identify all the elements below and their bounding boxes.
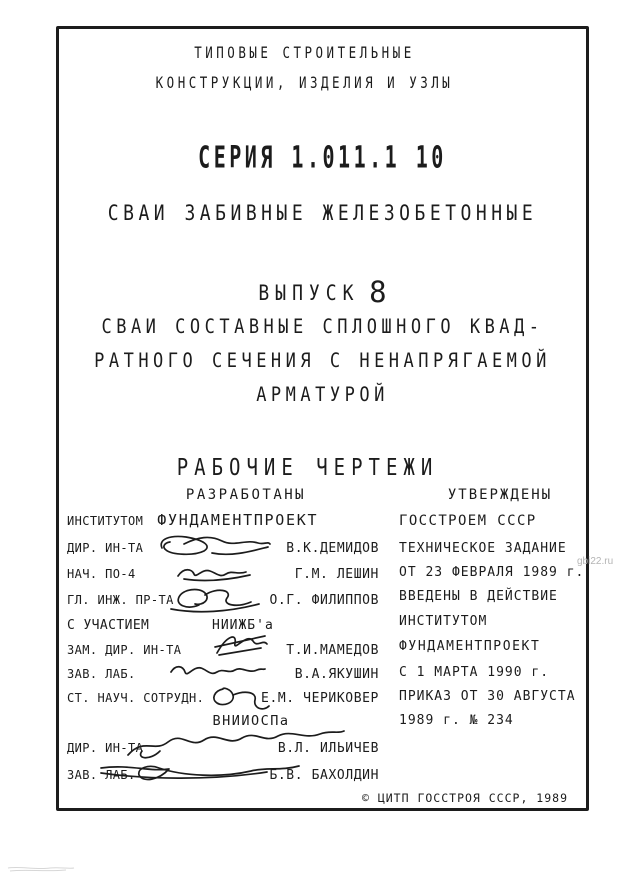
- signatory-name: В.К.ДЕМИДОВ: [286, 541, 379, 556]
- vniiosp-org-label: ВНИИОСПа: [212, 713, 290, 729]
- approved-line: ОТ 23 ФЕВРАЛЯ 1989 г.: [399, 565, 585, 580]
- signatory-name: В.А.ЯКУШИН: [294, 667, 379, 682]
- issue-label: ВЫПУСК: [258, 280, 360, 307]
- signatory-name: Е.М. ЧЕРИКОВЕР: [261, 691, 379, 706]
- approved-line: ТЕХНИЧЕСКОЕ ЗАДАНИЕ: [399, 541, 567, 556]
- signatory-role: ДИР. ИН-ТА: [67, 741, 144, 755]
- issue-heading: [59, 275, 586, 309]
- signature-yakushin: [167, 659, 267, 681]
- participation-label: С УЧАСТИЕМ: [67, 618, 150, 633]
- signature-demidov: [154, 532, 272, 560]
- signatory-role: ДИР. ИН-ТА: [67, 541, 144, 555]
- series-title: СЕРИЯ 1.011.1 10: [198, 139, 447, 175]
- signatory-role: ЗАВ. ЛАБ.: [67, 768, 136, 782]
- approved-line: ВВЕДЕНЫ В ДЕЙСТВИЕ: [399, 589, 558, 604]
- participation-org: НИИЖБ'а: [212, 618, 274, 633]
- document-subject: СВАИ ЗАБИВНЫЕ ЖЕЛЕЗОБЕТОННЫЕ: [107, 200, 538, 227]
- issue-title-line-2: РАТНОГО СЕЧЕНИЯ С НЕНАПРЯГАЕМОЙ: [94, 349, 551, 373]
- signatory-role: ЗАМ. ДИР. ИН-ТА: [67, 643, 182, 657]
- signatory-name: Г.М. ЛЕШИН: [294, 567, 379, 582]
- institute-label: ИНСТИТУТОМ: [67, 514, 144, 528]
- page-border-frame: [56, 26, 589, 811]
- site-watermark: gbi22.ru: [577, 556, 614, 567]
- signatory-role: НАЧ. ПО-4: [67, 567, 136, 581]
- approved-line: ПРИКАЗ ОТ 30 АВГУСТА: [399, 689, 576, 704]
- developed-heading: РАЗРАБОТАНЫ: [185, 487, 307, 503]
- approved-line: ИНСТИТУТОМ: [399, 614, 488, 629]
- developed-institute-row: [67, 511, 391, 529]
- approved-line: ГОССТРОЕМ СССР: [399, 513, 537, 529]
- signature-bakholdin: [99, 756, 311, 784]
- issue-title-line-3: АРМАТУРОЙ: [256, 383, 389, 407]
- category-line-1: ТИПОВЫЕ СТРОИТЕЛЬНЫЕ: [194, 43, 415, 62]
- signatory-name: Т.И.МАМЕДОВ: [286, 643, 379, 658]
- institute-name: ФУНДАМЕНТПРОЕКТ: [157, 511, 319, 529]
- category-line-2: КОНСТРУКЦИИ, ИЗДЕЛИЯ И УЗЛЫ: [155, 73, 454, 92]
- signature-leshin: [174, 562, 254, 582]
- approved-heading: УТВЕРЖДЕНЫ: [447, 487, 553, 503]
- copyright-line: © ЦИТП ГОССТРОЯ СССР, 1989: [361, 791, 568, 805]
- issue-number: 8: [369, 275, 387, 309]
- signature-mamedov: [207, 629, 269, 659]
- signatory-role: ЗАВ. ЛАБ.: [67, 667, 136, 681]
- signatory-name: Б.В. БАХОЛДИН: [269, 768, 379, 783]
- doc-type-heading: РАБОЧИЕ ЧЕРТЕЖИ: [176, 454, 439, 482]
- signatory-name: О.Г. ФИЛИППОВ: [269, 593, 379, 608]
- issue-title-line-1: СВАИ СОСТАВНЫЕ СПЛОШНОГО КВАД-: [101, 315, 544, 339]
- faint-watermark: [6, 858, 76, 877]
- signatory-role: ГЛ. ИНЖ. ПР-ТА: [67, 593, 174, 607]
- signatory-role: СТ. НАУЧ. СОТРУДН.: [67, 691, 205, 705]
- approved-line: С 1 МАРТА 1990 г.: [399, 665, 550, 680]
- signature-cherikover: [207, 683, 271, 715]
- signature-filippov: [167, 585, 263, 615]
- approved-line: 1989 г. № 234: [399, 713, 514, 728]
- approved-line: ФУНДАМЕНТПРОЕКТ: [399, 639, 541, 654]
- signatory-name: В.Л. ИЛЬИЧЕВ: [277, 741, 379, 756]
